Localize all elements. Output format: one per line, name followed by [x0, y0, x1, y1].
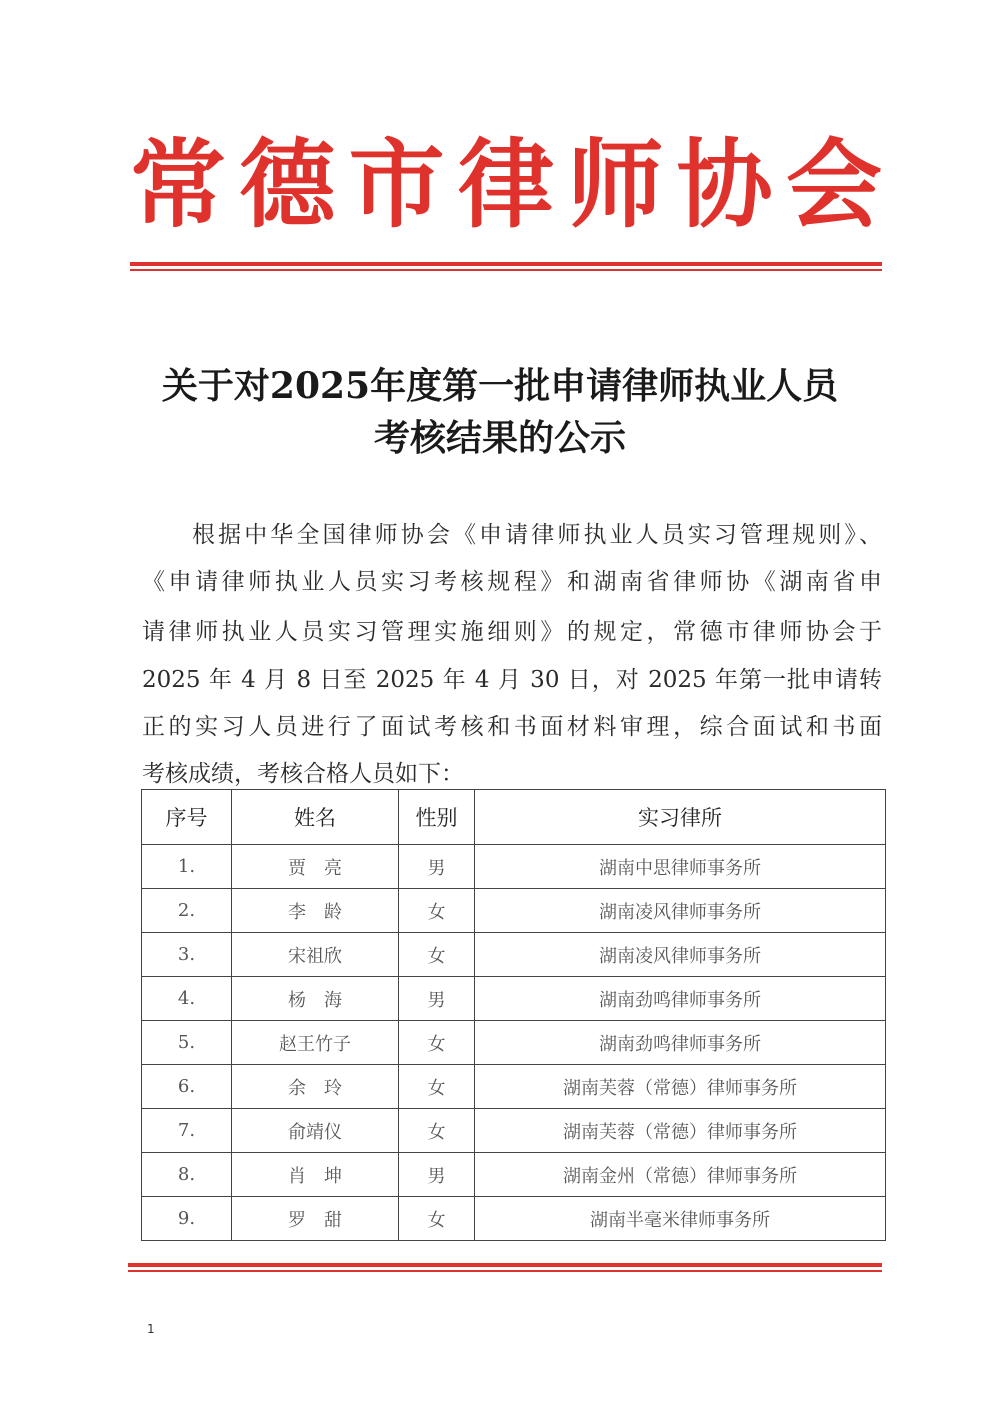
letterhead-char: 会 — [785, 128, 882, 241]
cell-law-firm: 湖南中思律师事务所 — [475, 845, 886, 889]
cell-serial: 7. — [142, 1109, 232, 1153]
document-title-line-1: 关于对2025年度第一批申请律师执业人员 — [161, 365, 839, 407]
body-text-line: 请律师执业人员实习管理实施细则》的规定，常德市律师协会于 — [142, 619, 882, 645]
cell-law-firm: 湖南金州（常德）律师事务所 — [475, 1153, 886, 1197]
cell-serial: 4. — [142, 977, 232, 1021]
table-row — [142, 889, 886, 933]
cell-law-firm: 湖南凌风律师事务所 — [475, 889, 886, 933]
org-letterhead — [130, 130, 882, 240]
cell-gender: 女 — [399, 933, 475, 977]
letterhead-char: 协 — [676, 128, 773, 241]
cell-law-firm: 湖南芙蓉（常德）律师事务所 — [475, 1109, 886, 1153]
table-row — [142, 845, 886, 889]
cell-name: 贾 亮 — [232, 845, 399, 889]
document-title-line-2: 考核结果的公示 — [373, 417, 626, 459]
table-row — [142, 1021, 886, 1065]
header-gender: 性别 — [399, 790, 475, 845]
header-divider-thick — [130, 262, 882, 266]
header-serial: 序号 — [142, 790, 232, 845]
cell-gender: 女 — [399, 1109, 475, 1153]
letterhead-char: 律 — [457, 128, 554, 241]
cell-law-firm: 湖南劲鸣律师事务所 — [475, 977, 886, 1021]
page-number: 1 — [147, 1322, 155, 1336]
cell-name: 肖 坤 — [232, 1153, 399, 1197]
cell-serial: 9. — [142, 1197, 232, 1241]
cell-serial: 6. — [142, 1065, 232, 1109]
cell-law-firm: 湖南劲鸣律师事务所 — [475, 1021, 886, 1065]
header-law-firm: 实习律所 — [475, 790, 886, 845]
body-text-line: 2025 年 4 月 8 日至 2025 年 4 月 30 日，对 2025 年第一批申请转 — [142, 667, 882, 693]
cell-name: 俞靖仪 — [232, 1109, 399, 1153]
cell-name: 李 龄 — [232, 889, 399, 933]
table-row — [142, 1109, 886, 1153]
header-name: 姓名 — [232, 790, 399, 845]
cell-name: 罗 甜 — [232, 1197, 399, 1241]
cell-serial: 5. — [142, 1021, 232, 1065]
cell-serial: 8. — [142, 1153, 232, 1197]
cell-serial: 1. — [142, 845, 232, 889]
cell-gender: 女 — [399, 1021, 475, 1065]
body-text-line: 考核成绩，考核合格人员如下： — [142, 761, 464, 787]
cell-law-firm: 湖南芙蓉（常德）律师事务所 — [475, 1065, 886, 1109]
cell-gender: 男 — [399, 1153, 475, 1197]
cell-law-firm: 湖南凌风律师事务所 — [475, 933, 886, 977]
cell-name: 宋祖欣 — [232, 933, 399, 977]
cell-gender: 女 — [399, 1197, 475, 1241]
cell-name: 余 玲 — [232, 1065, 399, 1109]
letterhead-char: 市 — [348, 128, 445, 241]
cell-gender: 女 — [399, 1065, 475, 1109]
body-text-line: 《申请律师执业人员实习考核规程》和湖南省律师协《湖南省申 — [142, 569, 882, 595]
letterhead-char: 常 — [130, 128, 226, 241]
table-row — [142, 1197, 886, 1241]
table-header-row — [142, 790, 886, 845]
table-row — [142, 933, 886, 977]
footer-divider-thick — [128, 1263, 882, 1267]
cell-serial: 3. — [142, 933, 232, 977]
body-text-line: 根据中华全国律师协会《申请律师执业人员实习管理规则》、 — [192, 522, 882, 548]
cell-law-firm: 湖南半毫米律师事务所 — [475, 1197, 886, 1241]
header-divider-thin — [130, 269, 882, 271]
table-row — [142, 977, 886, 1021]
table-row — [142, 1153, 886, 1197]
cell-name: 杨 海 — [232, 977, 399, 1021]
cell-name: 赵王竹子 — [232, 1021, 399, 1065]
letterhead-char: 师 — [567, 128, 664, 241]
letterhead-char: 德 — [239, 128, 336, 241]
cell-gender: 女 — [399, 889, 475, 933]
qualified-personnel-table — [141, 789, 886, 1241]
cell-gender: 男 — [399, 845, 475, 889]
cell-serial: 2. — [142, 889, 232, 933]
footer-divider-thin — [128, 1270, 882, 1272]
body-text-line: 正的实习人员进行了面试考核和书面材料审理，综合面试和书面 — [142, 714, 882, 740]
cell-gender: 男 — [399, 977, 475, 1021]
table-row — [142, 1065, 886, 1109]
